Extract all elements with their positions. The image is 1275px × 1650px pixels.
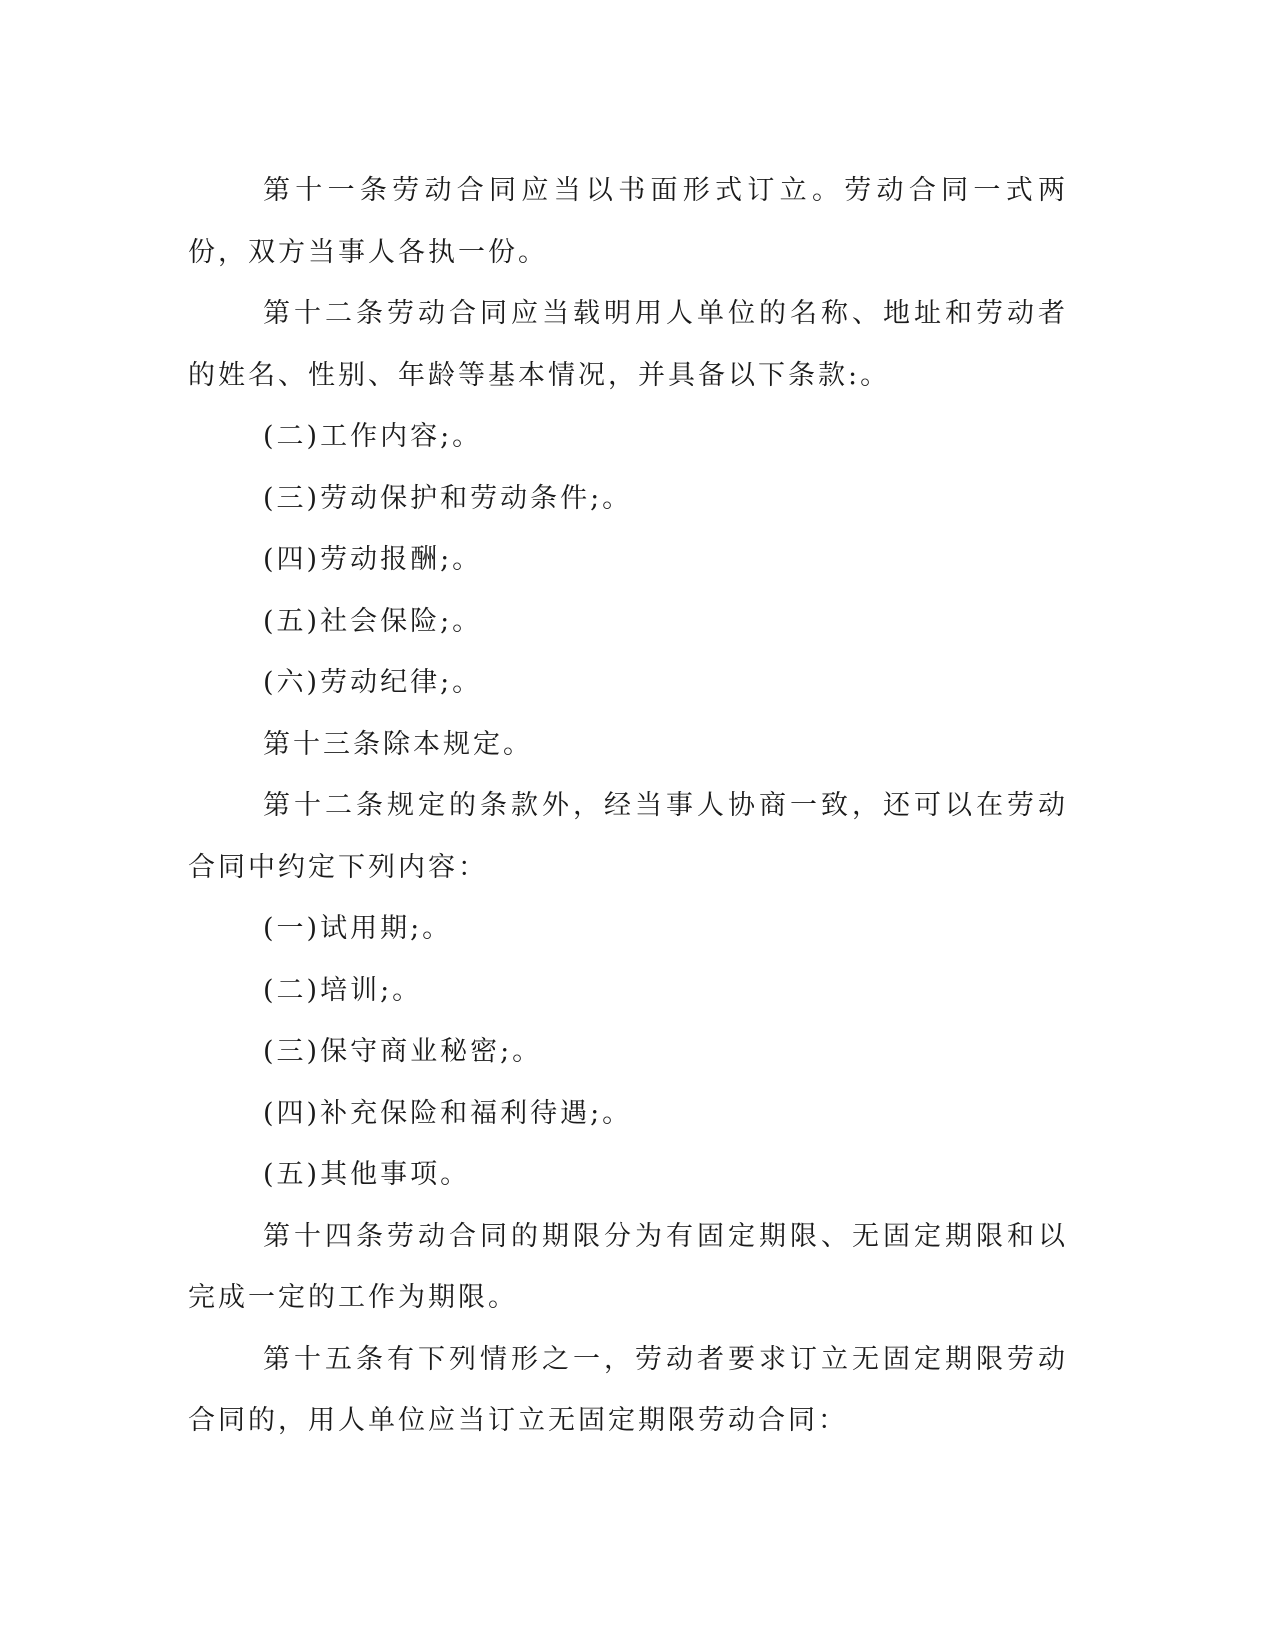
list-item-other-matters: (五)其他事项。 (263, 1159, 471, 1190)
list-item-labor-protection: (三)劳动保护和劳动条件;。 (263, 482, 633, 514)
list-item-labor-discipline: (六)劳动纪律;。 (263, 667, 483, 698)
document-body (188, 160, 1068, 1452)
list-item-training: (二)培训;。 (263, 974, 423, 1006)
paragraph-article-11: 第十一条劳动合同应当以书面形式订立。劳动合同一式两份，双方当事人各执一份。 (188, 175, 1068, 268)
paragraph-article-13: 第十三条除本规定。 (263, 728, 533, 760)
paragraph-article-14: 第十四条劳动合同的期限分为有固定期限、无固定期限和以完成一定的工作为期限。 (188, 1220, 1068, 1313)
list-item-remuneration: (四)劳动报酬;。 (263, 544, 483, 575)
list-item-social-insurance: (五)社会保险;。 (263, 605, 483, 637)
paragraph-article-12: 第十二条劳动合同应当载明用人单位的名称、地址和劳动者的姓名、性别、年龄等基本情况，并具备以下条款:。 (188, 298, 1068, 391)
paragraph-article-15: 第十五条有下列情形之一，劳动者要求订立无固定期限劳动合同的，用人单位应当订立无固定期限劳动合同： (188, 1343, 1068, 1436)
paragraph-article-12-terms: 第十二条规定的条款外，经当事人协商一致，还可以在劳动合同中约定下列内容： (188, 790, 1068, 883)
list-item-work-content: (二)工作内容;。 (263, 421, 483, 452)
list-item-trade-secrets: (三)保守商业秘密;。 (263, 1036, 543, 1067)
list-item-supplementary-insurance: (四)补充保险和福利待遇;。 (263, 1097, 633, 1129)
list-item-probation: (一)试用期;。 (263, 913, 453, 944)
